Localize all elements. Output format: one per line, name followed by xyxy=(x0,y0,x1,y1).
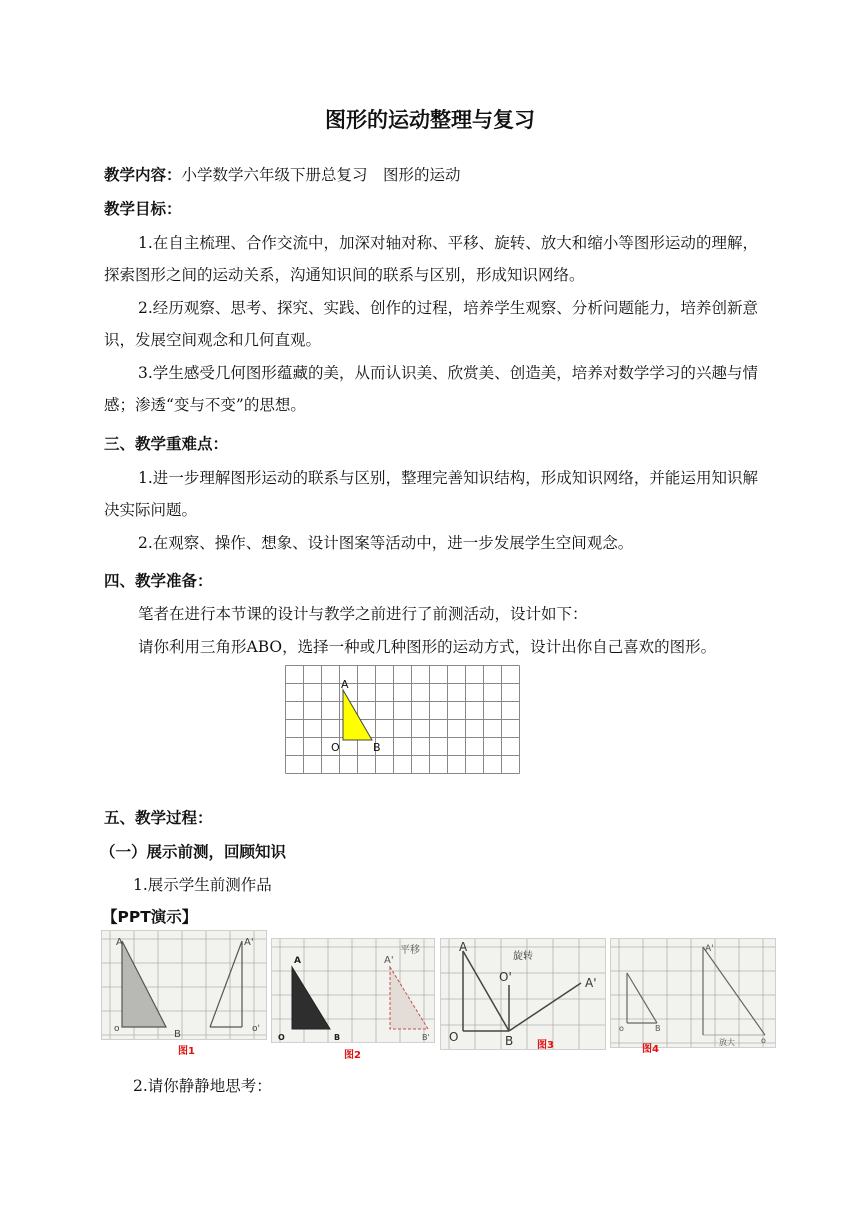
page-title: 图形的运动整理与复习 xyxy=(325,108,535,132)
teaching-content xyxy=(104,163,461,185)
caption-figure-2: 图2 xyxy=(344,1050,361,1061)
student-photo-4 xyxy=(610,938,776,1048)
teaching-content-label: 教学内容： xyxy=(104,166,182,184)
step-1: 1.展示学生前测作品 xyxy=(133,876,272,894)
student-photo-1 xyxy=(101,930,267,1040)
svg-text:o: o xyxy=(114,1024,120,1034)
svg-text:o: o xyxy=(619,1024,624,1033)
key-point-2: 2.在观察、操作、想象、设计图案等活动中，进一步发展学生空间观念。 xyxy=(138,534,634,552)
student-work-photos xyxy=(101,928,775,1060)
svg-text:A: A xyxy=(459,940,468,954)
preparation-heading: 四、教学准备： xyxy=(104,572,213,590)
svg-text:O': O' xyxy=(499,970,512,984)
svg-text:O: O xyxy=(449,1030,459,1044)
label-b: B xyxy=(373,741,381,754)
svg-text:B: B xyxy=(334,1033,341,1042)
preparation-text-1: 笔者在进行本节课的设计与教学之前进行了前测活动，设计如下： xyxy=(138,605,588,623)
svg-text:旋转: 旋转 xyxy=(513,951,533,962)
caption-figure-3: 图3 xyxy=(537,1040,554,1051)
svg-text:放大: 放大 xyxy=(719,1038,735,1047)
svg-text:A': A' xyxy=(585,976,597,990)
caption-figure-4: 图4 xyxy=(642,1044,659,1055)
svg-text:o': o' xyxy=(252,1024,260,1034)
svg-text:B: B xyxy=(174,1029,181,1039)
goals-heading: 教学目标： xyxy=(104,200,182,218)
svg-text:B: B xyxy=(655,1024,661,1033)
svg-text:平移: 平移 xyxy=(400,945,420,956)
triangle-abo-grid xyxy=(285,660,521,775)
key-point-1: 1.进一步理解图形运动的联系与区别，整理完善知识结构，形成知识网络，并能运用知识解决实际问题。 xyxy=(104,469,758,519)
student-photo-2 xyxy=(271,938,435,1043)
preparation-text-2: 请你利用三角形ABO，选择一种或几种图形的运动方式，设计出你自己喜欢的图形。 xyxy=(138,638,717,656)
label-a: A xyxy=(341,678,349,691)
svg-text:A': A' xyxy=(705,944,714,954)
svg-text:o: o xyxy=(761,1036,766,1045)
caption-figure-1: 图1 xyxy=(178,1046,195,1057)
key-points-heading: 三、教学重难点： xyxy=(104,435,229,453)
svg-text:A: A xyxy=(294,956,301,966)
label-o: O xyxy=(331,741,340,754)
step-2: 2.请你静静地思考： xyxy=(133,1077,272,1095)
process-heading: 五、教学过程： xyxy=(104,809,213,827)
goal-1: 1.在自主梳理、合作交流中，加深对轴对称、平移、旋转、放大和缩小等图形运动的理解，探索图形之间的运动关系，沟通知识间的联系与区别，形成知识网络。 xyxy=(104,234,758,284)
teaching-content-text: 小学数学六年级下册总复习 图形的运动 xyxy=(181,166,461,184)
svg-text:A': A' xyxy=(244,937,254,948)
svg-text:A': A' xyxy=(384,955,394,966)
svg-text:A: A xyxy=(116,937,123,948)
goal-3: 3.学生感受几何图形蕴藏的美，从而认识美、欣赏美、创造美，培养对数学学习的兴趣与情感；渗透“变与不变”的思想。 xyxy=(104,364,758,414)
goal-2: 2.经历观察、思考、探究、实践、创作的过程，培养学生观察、分析问题能力，培养创新意识，发展空间观念和几何直观。 xyxy=(104,299,758,349)
svg-text:B': B' xyxy=(422,1033,430,1042)
svg-text:B: B xyxy=(505,1034,514,1048)
grid-lines xyxy=(286,666,520,774)
student-photo-3 xyxy=(440,938,606,1050)
svg-text:O: O xyxy=(278,1033,285,1042)
ppt-label: 【PPT演示】 xyxy=(102,908,198,926)
sub-heading-1: （一）展示前测，回顾知识 xyxy=(100,843,287,861)
